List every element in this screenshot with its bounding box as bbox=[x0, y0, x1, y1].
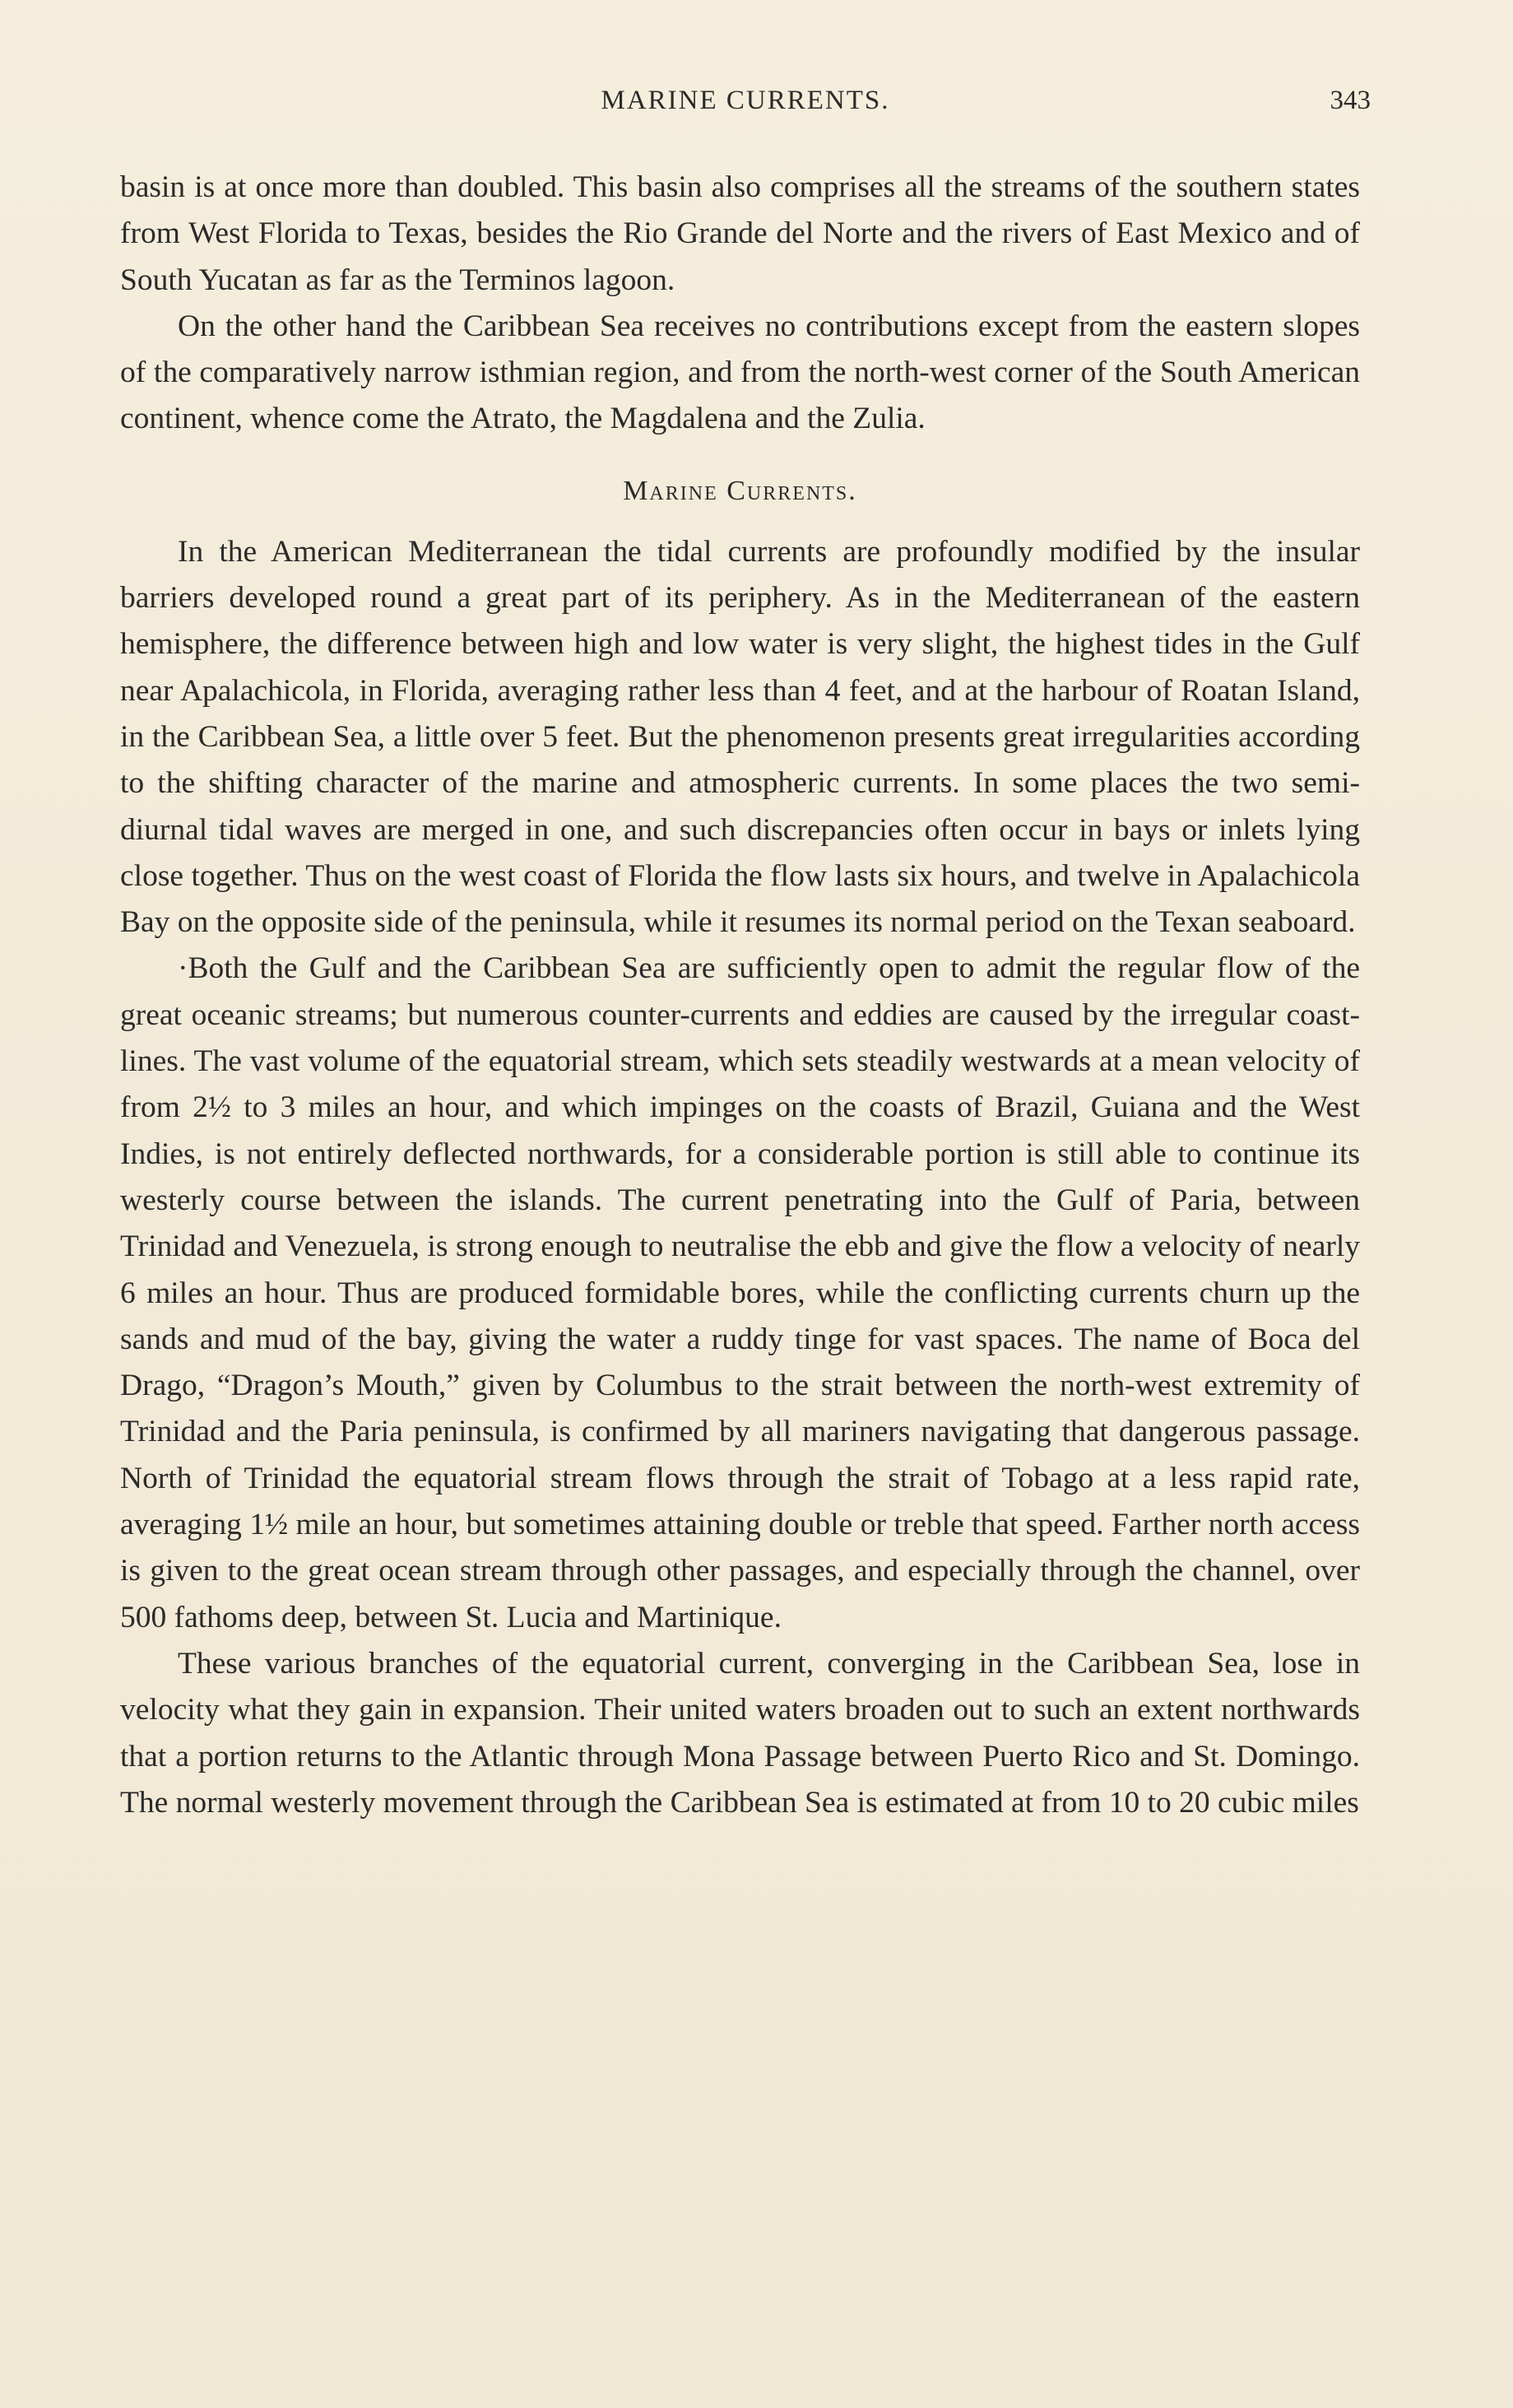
page-number: 343 bbox=[1330, 86, 1371, 115]
paragraph: In the American Mediterranean the tidal currents are profoundly modified by the insular barriers developed round a great part of its periphery. As in the Mediterranean of the eastern hemisphere, the difference between high and low water is very slight, the highest tides in the Gulf near Apalachicola, in Florida, averaging rather less than 4 feet, and at the harbour of Roatan Island, in the Caribbean Sea, a little over 5 feet. But the phenomenon presents great irregularities according to the shifting character of the marine and atmospheric currents. In some places the two semi-diurnal tidal waves are merged in one, and such discrepancies often occur in bays or inlets lying close together. Thus on the west coast of Florida the flow lasts six hours, and twelve in Apalachicola Bay on the opposite side of the peninsula, while it resumes its normal period on the Texan seaboard. bbox=[120, 534, 1360, 940]
paragraph: basin is at once more than doubled. This basin also comprises all the streams of the southern states from West Florida to Texas, besides the Rio Grande del Norte and the rivers of East Mexico and of South Yucatan as far as the Terminos lagoon. bbox=[120, 170, 1360, 297]
paragraph: ·Both the Gulf and the Caribbean Sea are sufficiently open to admit the regular flow of the great oceanic streams; but numerous counter-currents and eddies are caused by the irregular coast-lines. The vast volume of the equatorial stream, which sets steadily westwards at a mean velocity of from 2½ to 3 miles an hour, and which impinges on the coasts of Brazil, Guiana and the West Indies, is not entirely deflected northwards, for a considerable portion is still able to continue its westerly course between the islands. The current penetrating into the Gulf of Paria, between Trinidad and Venezuela, is strong enough to neutralise the ebb and give the flow a velocity of nearly 6 miles an hour. Thus are produced formidable bores, while the conflicting currents churn up the sands and mud of the bay, giving the water a ruddy tinge for vast spaces. The name of Boca del Drago, “Dragon’s Mouth,” given by Columbus to the strait between the north-west extremity of Trinidad and the Paria peninsula, is confirmed by all mariners navigating that dangerous passage. North of Trinidad the equatorial stream flows through the strait of Tobago at a less rapid rate, averaging 1½ mile an hour, but sometimes attaining double or treble that speed. Farther north access is given to the great ocean stream through other passages, and especially through the channel, over 500 fathoms deep, between St. Lucia and Martinique. bbox=[120, 951, 1360, 1634]
body-text bbox=[120, 165, 1360, 1826]
section-heading: Marine Currents. bbox=[623, 475, 857, 506]
running-head bbox=[120, 86, 1371, 127]
paragraph: On the other hand the Caribbean Sea receives no contributions except from the eastern slopes of the comparatively narrow isthmian region, and from the north-west corner of the South American continent, whence come the Atrato, the Magdalena and the Zulia. bbox=[120, 309, 1360, 436]
running-title: MARINE CURRENTS. bbox=[601, 86, 890, 115]
paragraph: These various branches of the equatorial current, converging in the Caribbean Sea, lose in velocity what they gain in expansion. Their united waters broaden out to such an extent northwards that a portion returns to the Atlantic through Mona Passage between Puerto Rico and St. Domingo. The normal westerly movement through the Caribbean Sea is estimated at from 10 to 20 cubic miles bbox=[120, 1646, 1360, 1820]
